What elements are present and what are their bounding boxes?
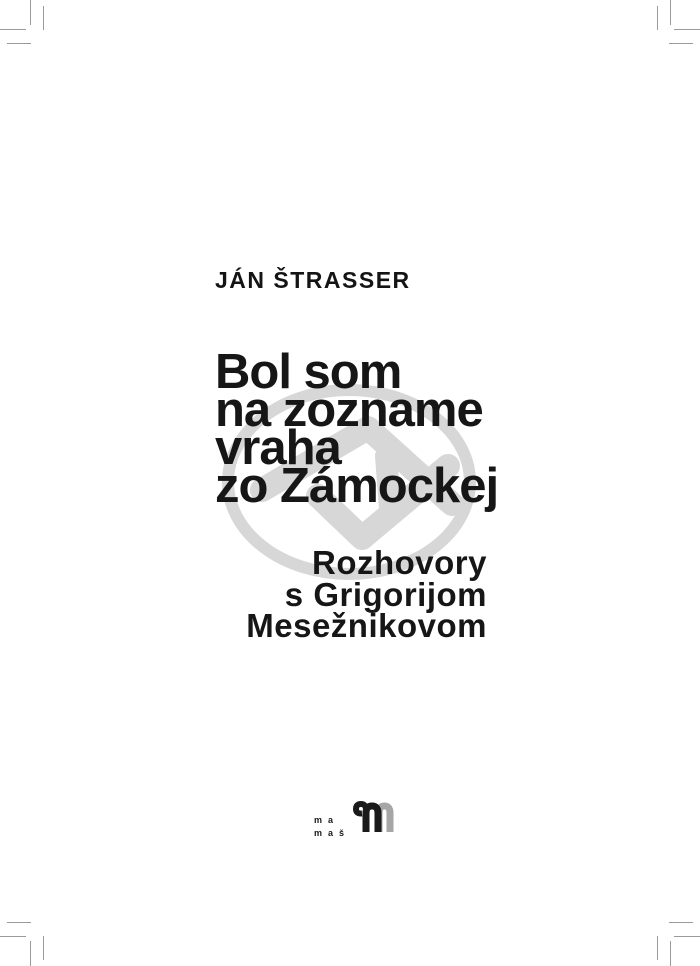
crop-mark-bottom-left-v-inner: [43, 936, 44, 960]
publisher-m-mark-icon: [352, 800, 394, 833]
crop-mark-top-right-v-inner: [657, 6, 658, 30]
publisher-name-line-2: maš: [314, 828, 351, 838]
crop-mark-bottom-left-v-outer: [30, 941, 31, 966]
crop-mark-top-left-h-outer: [0, 29, 26, 30]
crop-mark-top-right-h-inner: [669, 43, 693, 44]
publisher-name: [314, 814, 350, 840]
title-line-2: na zozname: [215, 383, 483, 437]
crop-mark-top-left-h-inner: [7, 43, 31, 44]
crop-mark-bottom-right-v-inner: [657, 936, 658, 960]
crop-mark-bottom-left-h-inner: [7, 922, 31, 923]
crop-mark-top-left-v-outer: [30, 0, 31, 25]
publisher-logo: [314, 800, 394, 838]
subtitle-line-2: s Grigorijom: [284, 575, 487, 613]
crop-mark-bottom-left-h-outer: [0, 936, 26, 937]
crop-mark-bottom-right-v-outer: [670, 941, 671, 966]
crop-mark-bottom-right-h-inner: [669, 922, 693, 923]
mark-black-curl: [356, 804, 366, 817]
crop-mark-top-right-v-outer: [670, 0, 671, 25]
title-line-3: vraha: [215, 421, 341, 475]
title-line-1: Bol som: [215, 345, 402, 399]
book-subtitle: [246, 544, 487, 644]
crop-mark-top-left-v-inner: [43, 6, 44, 30]
publisher-name-line-1: ma: [314, 815, 340, 825]
crop-mark-bottom-right-h-outer: [674, 936, 700, 937]
crop-mark-top-right-h-outer: [674, 29, 700, 30]
subtitle-line-1: Rozhovory: [311, 544, 487, 581]
book-title: [215, 345, 499, 513]
author-name: JÁN ŠTRASSER: [215, 267, 411, 293]
title-line-4: zo Zámockej: [215, 459, 499, 513]
subtitle-line-3: Mesežnikovom: [246, 607, 487, 644]
